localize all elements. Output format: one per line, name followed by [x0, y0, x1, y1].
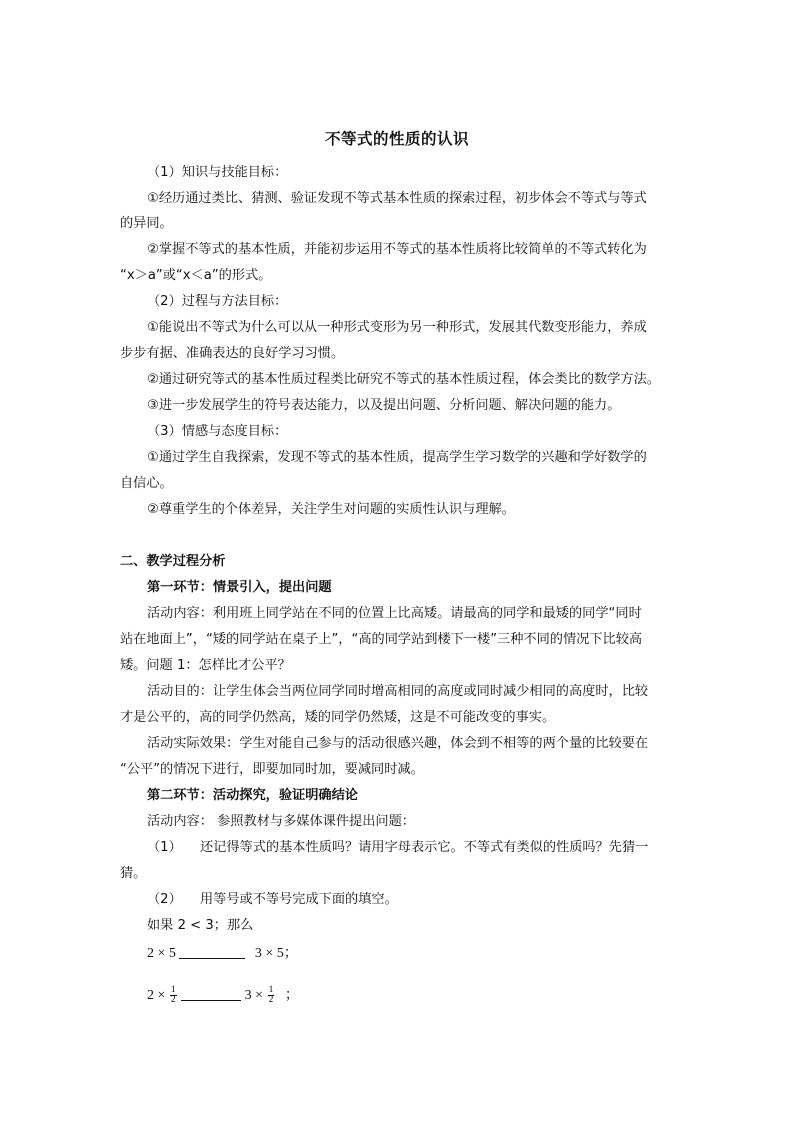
step-2-heading: 第二环节：活动探究，验证明确结论	[147, 788, 358, 803]
fraction-numerator: 1	[170, 985, 176, 996]
exercise-2	[147, 986, 299, 1005]
exercise-2-blank[interactable]	[181, 986, 241, 1001]
fraction-one-half-b	[268, 986, 275, 1005]
fraction-numerator: 1	[268, 985, 274, 996]
step-1-content-line-2: 站在地面上”，“矮的同学站在桌子上”，“高的同学站到楼下一楼”三种不同的情况下比较高	[120, 632, 643, 647]
fraction-one-half-a	[170, 986, 177, 1005]
question-1-number: （1）	[147, 840, 182, 855]
knowledge-heading: （1）知识与技能目标：	[147, 165, 288, 180]
process-item-3: ③进一步发展学生的符号表达能力，以及提出问题、分析问题、解决问题的能力。	[147, 398, 621, 413]
step-1-purpose-line-2: 才是公平的，高的同学仍然高，矮的同学仍然矮，这是不可能改变的事实。	[120, 710, 556, 725]
knowledge-item-2-line-2: “x＞a”或“x＜a”的形式。	[120, 268, 272, 283]
step-1-purpose-line-1: 活动目的：让学生体会当两位同学同时增高相同的高度或同时减少相同的高度时，比较	[147, 684, 649, 699]
question-2-text: 用等号或不等号完成下面的填空。	[200, 892, 398, 907]
step-1-effect-line-2: “公平”的情况下进行，即要加同时加，要减同时减。	[120, 762, 424, 777]
knowledge-item-2-line-1: ②掌握不等式的基本性质，并能初步运用不等式的基本性质将比较简单的不等式转化为	[147, 242, 647, 257]
step-1-heading: 第一环节：情景引入，提出问题	[147, 580, 332, 595]
step-1-content-line-3: 矮。问题 1：怎样比才公平？	[120, 658, 291, 673]
exercise-1-left: 2 × 5	[147, 946, 176, 961]
exercise-2-left: 2 ×	[147, 988, 166, 1003]
fraction-denominator: 2	[170, 995, 176, 1006]
question-1-text-line-1: 还记得等式的基本性质吗？请用字母表示它。不等式有类似的性质吗？先猜一	[200, 840, 649, 855]
document-title: 不等式的性质的认识	[324, 130, 469, 148]
condition-line: 如果 2 < 3；那么	[147, 918, 254, 933]
process-heading: （2）过程与方法目标：	[147, 294, 288, 309]
emotion-item-2: ②尊重学生的个体差异，关注学生对问题的实质性认识与理解。	[147, 502, 515, 517]
step-1-content-line-1: 活动内容：利用班上同学站在不同的位置上比高矮。请最高的同学和最矮的同学“同时	[147, 606, 642, 621]
knowledge-item-1-line-2: 的异同。	[120, 216, 173, 231]
knowledge-item-1-line-1: ①经历通过类比、猜测、验证发现不等式基本性质的探索过程，初步体会不等式与等式	[147, 191, 647, 206]
step-1-effect-line-1: 活动实际效果：学生对能自己参与的活动很感兴趣，体会到不相等的两个量的比较要在	[147, 736, 649, 751]
question-2-number: （2）	[147, 892, 182, 907]
exercise-1-blank[interactable]	[179, 944, 245, 959]
exercise-1-right: 3 × 5；	[254, 946, 298, 961]
process-item-1-line-2: 步步有据、准确表达的良好学习习惯。	[120, 346, 345, 361]
section-2-heading: 二、教学过程分析	[120, 554, 226, 569]
exercise-1	[147, 944, 298, 963]
emotion-heading: （3）情感与态度目标：	[147, 424, 288, 439]
process-item-2: ②通过研究等式的基本性质过程类比研究不等式的基本性质过程，体会类比的数学方法。	[147, 372, 660, 387]
exercise-2-mid: 3 ×	[244, 988, 264, 1003]
step-2-content: 活动内容： 参照教材与多媒体课件提出问题：	[147, 814, 415, 829]
fraction-denominator: 2	[268, 995, 274, 1006]
process-item-1-line-1: ①能说出不等式为什么可以从一种形式变形为另一种形式，发展其代数变形能力，养成	[147, 320, 647, 335]
question-1-text-line-2: 猜。	[120, 866, 147, 881]
emotion-item-1-line-2: 自信心。	[120, 476, 173, 491]
exercise-2-end: ；	[284, 988, 299, 1003]
emotion-item-1-line-1: ①通过学生自我探索，发现不等式的基本性质，提高学生学习数学的兴趣和学好数学的	[147, 450, 647, 465]
